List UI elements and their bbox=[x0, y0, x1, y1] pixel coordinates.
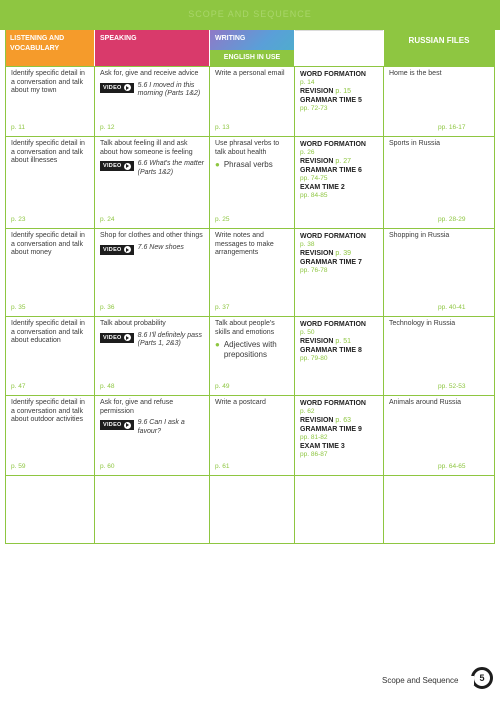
page-ref: p. 49 bbox=[215, 383, 230, 390]
writing-text: Use phrasal verbs to talk about health bbox=[215, 140, 280, 156]
wf-page: pp. 72-73 bbox=[300, 105, 328, 112]
wf-label: GRAMMAR TIME 7 bbox=[300, 259, 362, 266]
page-ref: pp. 28-29 bbox=[438, 216, 466, 223]
video-badge-label: VIDEO bbox=[103, 422, 122, 428]
writing-bullet bbox=[215, 340, 290, 359]
video-badge-label: VIDEO bbox=[103, 334, 122, 341]
writing-cell: Write notes and messages to make arrangements bbox=[215, 232, 274, 256]
page-ref: pp. 64-65 bbox=[438, 463, 466, 470]
writing-cell: Write a personal email bbox=[215, 70, 285, 77]
russian-cell: Shopping in Russia bbox=[389, 232, 450, 239]
writing-cell: Write a postcard bbox=[215, 399, 266, 406]
header-listening bbox=[5, 30, 94, 66]
header-russian-files bbox=[384, 30, 494, 66]
listening-cell: Identify specific detail in a conversation and talk about outdoor activities bbox=[11, 399, 85, 423]
play-icon bbox=[124, 246, 131, 253]
language-cell bbox=[295, 396, 383, 459]
wf-page: pp. 86-87 bbox=[300, 451, 328, 458]
wf-page: p. 51 bbox=[335, 338, 351, 345]
wf-page: pp. 74-75 bbox=[300, 175, 328, 182]
wf-label: WORD FORMATION bbox=[300, 400, 366, 407]
page-ref: p. 61 bbox=[215, 463, 230, 470]
row-divider bbox=[5, 543, 494, 544]
header-english-in-use-label: ENGLISH IN USE bbox=[223, 54, 281, 61]
page-ref: p. 36 bbox=[100, 304, 115, 311]
speaking-cell bbox=[95, 67, 209, 99]
play-icon bbox=[124, 163, 131, 170]
speaking-text: Talk about feeling ill and ask about how someone is feeling bbox=[100, 140, 193, 156]
footer-title: Scope and Sequence bbox=[382, 676, 459, 685]
table-border-left bbox=[5, 30, 6, 544]
wf-page: p. 15 bbox=[335, 88, 351, 95]
header-russian-files-label: RUSSIAN FILES bbox=[408, 36, 470, 45]
language-cell bbox=[295, 317, 383, 363]
video-icon bbox=[100, 245, 134, 255]
speaking-cell bbox=[95, 317, 209, 349]
wf-label: WORD FORMATION bbox=[300, 233, 366, 240]
header-writing-label: WRITING bbox=[215, 35, 246, 42]
writing-cell bbox=[210, 317, 294, 359]
wf-page: pp. 81-82 bbox=[300, 434, 328, 441]
play-icon bbox=[124, 84, 131, 91]
page-number-badge bbox=[471, 667, 493, 689]
wf-page: p. 63 bbox=[335, 417, 351, 424]
top-band bbox=[0, 0, 500, 30]
play-icon bbox=[124, 334, 131, 341]
video-title: 7.6 New shoes bbox=[137, 243, 184, 251]
wf-label: GRAMMAR TIME 9 bbox=[300, 426, 362, 433]
row-divider bbox=[5, 475, 494, 476]
page-badge-gap bbox=[468, 676, 474, 685]
page-ref: p. 37 bbox=[215, 304, 230, 311]
faint-band-title: SCOPE AND SEQUENCE bbox=[188, 9, 312, 19]
russian-cell: Sports in Russia bbox=[389, 140, 440, 147]
russian-cell: Home is the best bbox=[389, 70, 442, 77]
wf-label: GRAMMAR TIME 5 bbox=[300, 97, 362, 104]
speaking-text: Ask for, give and refuse permission bbox=[100, 399, 174, 415]
listening-cell: Identify specific detail in a conversation and talk about my town bbox=[11, 70, 85, 94]
video-icon bbox=[100, 333, 134, 343]
wf-page: p. 26 bbox=[300, 149, 315, 156]
speaking-cell bbox=[95, 396, 209, 436]
wf-page: p. 27 bbox=[335, 158, 351, 165]
speaking-cell bbox=[95, 137, 209, 177]
video-icon bbox=[100, 161, 134, 171]
header-blank bbox=[295, 30, 383, 66]
video-badge-label: VIDEO bbox=[103, 246, 122, 253]
wf-label: REVISION bbox=[300, 250, 334, 257]
wf-label: REVISION bbox=[300, 338, 334, 345]
wf-label: REVISION bbox=[300, 158, 334, 165]
video-badge-label: VIDEO bbox=[103, 163, 122, 169]
wf-label: WORD FORMATION bbox=[300, 71, 366, 78]
wf-page: p. 39 bbox=[335, 250, 351, 257]
header-speaking-label: SPEAKING bbox=[100, 35, 137, 42]
listening-cell: Identify specific detail in a conversation and talk about money bbox=[11, 232, 85, 256]
bullet-text: Phrasal verbs bbox=[223, 160, 273, 169]
header-english-in-use bbox=[210, 50, 294, 66]
speaking-cell bbox=[95, 229, 209, 255]
language-cell bbox=[295, 67, 383, 113]
page-ref: p. 60 bbox=[100, 463, 115, 470]
video-title: 8.6 I'll definitely pass (Parts 1, 2&3) bbox=[137, 331, 202, 347]
russian-cell: Technology in Russia bbox=[389, 320, 456, 327]
page-ref: p. 48 bbox=[100, 383, 115, 390]
bullet-icon: ● bbox=[215, 160, 220, 169]
video-icon bbox=[100, 420, 134, 430]
wf-label: EXAM TIME 3 bbox=[300, 443, 345, 450]
page-ref: p. 35 bbox=[11, 304, 26, 311]
wf-label: EXAM TIME 2 bbox=[300, 184, 345, 191]
video-link[interactable] bbox=[100, 82, 205, 99]
wf-page: pp. 76-78 bbox=[300, 267, 328, 274]
wf-label: GRAMMAR TIME 8 bbox=[300, 347, 362, 354]
table-border-right bbox=[494, 30, 495, 544]
video-title: 9.6 Can I ask a favour? bbox=[137, 419, 185, 435]
wf-page: p. 38 bbox=[300, 241, 315, 248]
video-badge-label: VIDEO bbox=[103, 84, 122, 91]
writing-bullet bbox=[215, 160, 290, 170]
wf-page: pp. 84-85 bbox=[300, 192, 328, 199]
header-listening-label: LISTENING AND VOCABULARY bbox=[10, 35, 65, 52]
page-ref: p. 12 bbox=[100, 124, 115, 131]
page-ref: p. 47 bbox=[11, 383, 26, 390]
play-icon bbox=[124, 422, 131, 429]
wf-label: REVISION bbox=[300, 88, 334, 95]
video-link[interactable] bbox=[100, 419, 205, 436]
video-title: 5.6 I moved in this morning (Parts 1&2) bbox=[137, 81, 201, 97]
speaking-text: Ask for, give and receive advice bbox=[100, 70, 199, 77]
listening-cell: Identify specific detail in a conversation and talk about illnesses bbox=[11, 140, 85, 164]
wf-label: GRAMMAR TIME 6 bbox=[300, 167, 362, 174]
page-ref: pp. 52-53 bbox=[438, 383, 466, 390]
page-ref: p. 11 bbox=[11, 124, 25, 131]
page-ref: p. 25 bbox=[215, 216, 230, 223]
wf-page: pp. 79-80 bbox=[300, 355, 328, 362]
writing-cell bbox=[210, 137, 294, 170]
header-speaking bbox=[95, 30, 209, 66]
page-ref: pp. 40-41 bbox=[438, 304, 466, 311]
listening-cell: Identify specific detail in a conversation and talk about education bbox=[11, 320, 85, 344]
wf-label: WORD FORMATION bbox=[300, 141, 366, 148]
video-link[interactable] bbox=[100, 160, 205, 177]
bullet-text: Adjectives with prepositions bbox=[223, 340, 277, 359]
russian-cell: Animals around Russia bbox=[389, 399, 461, 406]
wf-page: p. 14 bbox=[300, 79, 315, 86]
wf-page: p. 62 bbox=[300, 408, 315, 415]
page-ref: p. 13 bbox=[215, 124, 230, 131]
language-cell bbox=[295, 229, 383, 275]
video-link[interactable] bbox=[100, 332, 205, 349]
video-title: 6.6 What's the matter (Parts 1&2) bbox=[137, 160, 204, 176]
page-ref: p. 59 bbox=[11, 463, 26, 470]
bullet-icon: ● bbox=[215, 340, 220, 349]
video-link[interactable] bbox=[100, 244, 205, 255]
language-cell bbox=[295, 137, 383, 200]
speaking-text: Shop for clothes and other things bbox=[100, 232, 203, 239]
wf-label: REVISION bbox=[300, 417, 334, 424]
page-ref: pp. 16-17 bbox=[438, 124, 466, 131]
wf-label: WORD FORMATION bbox=[300, 321, 366, 328]
writing-text: Talk about people's skills and emotions bbox=[215, 320, 275, 336]
video-icon bbox=[100, 83, 134, 93]
page-number: 5 bbox=[479, 673, 485, 683]
page-ref: p. 24 bbox=[100, 216, 115, 223]
page-ref: p. 23 bbox=[11, 216, 26, 223]
wf-page: p. 50 bbox=[300, 329, 315, 336]
speaking-text: Talk about probability bbox=[100, 320, 166, 327]
